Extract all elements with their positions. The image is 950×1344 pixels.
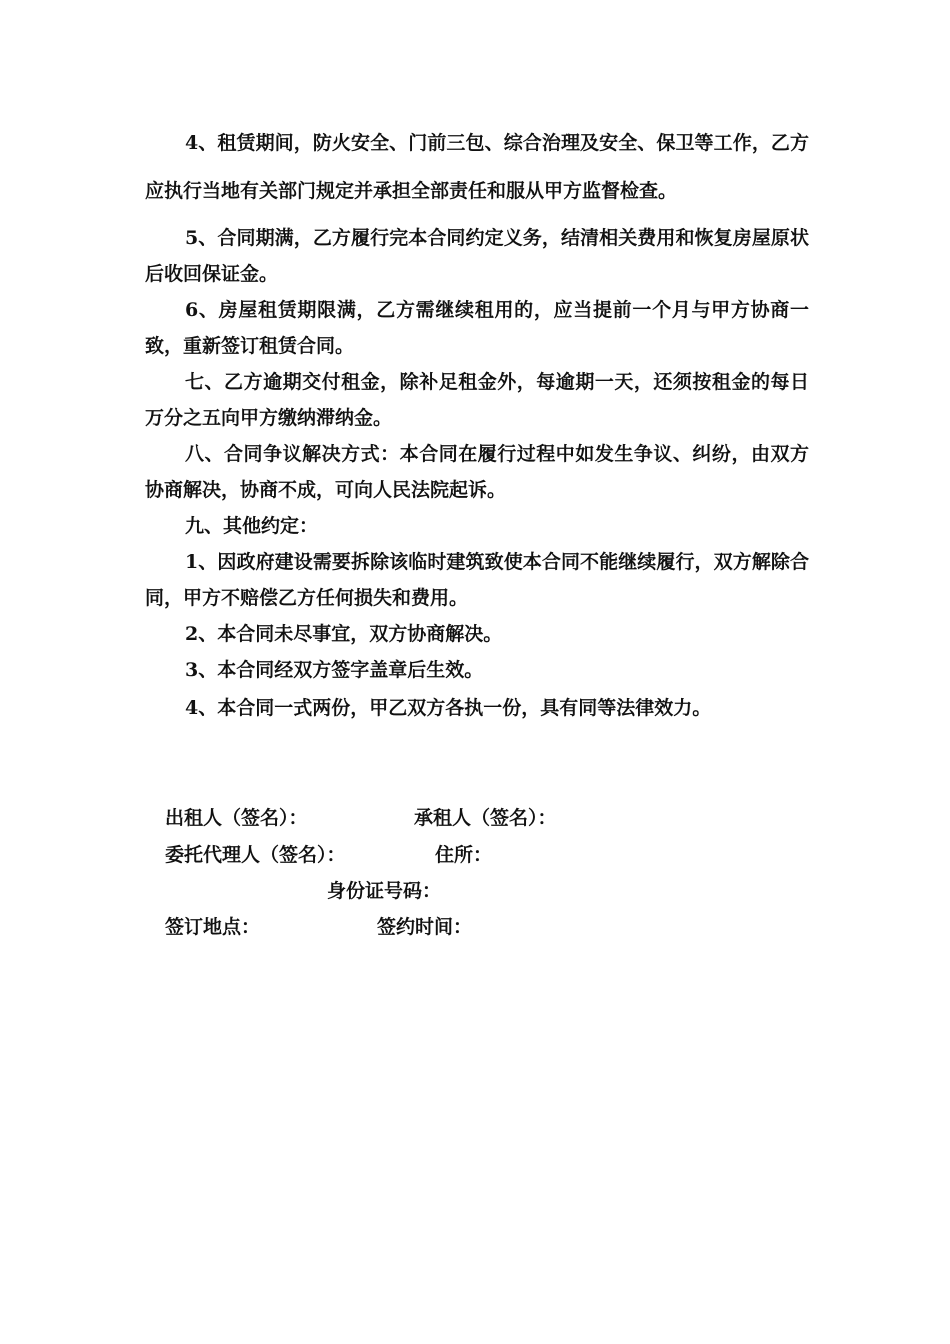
- lessor-signature-label: 出租人（签名）：: [165, 807, 308, 829]
- clause-9-1-demolition: 1、因政府建设需要拆除该临时建筑致使本合同不能继续履行，双方解除合同，甲方不赔偿乙方任何损失和费用。: [145, 551, 809, 609]
- signing-place-label: 签订地点：: [165, 916, 261, 938]
- id-number-label: 身份证号码：: [327, 880, 442, 902]
- clause-9-other-terms: 九、其他约定：: [185, 515, 319, 537]
- clause-4-safety: 4、租赁期间，防火安全、门前三包、综合治理及安全、保卫等工作，乙方应执行当地有关部门规定并承担全部责任和服从甲方监督检查。: [145, 132, 809, 202]
- lessee-signature-label: 承租人（签名）：: [414, 807, 557, 829]
- clause-5-expiry: 5、合同期满，乙方履行完本合同约定义务，结清相关费用和恢复房屋原状后收回保证金。: [145, 227, 809, 285]
- clause-7-late-payment: 七、乙方逾期交付租金，除补足租金外，每逾期一天，还须按租金的每日万分之五向甲方缴纳滞纳金。: [145, 371, 809, 429]
- clause-9-3-effective: 3、本合同经双方签字盖章后生效。: [185, 659, 484, 681]
- agent-signature-label: 委托代理人（签名）：: [165, 844, 346, 866]
- clause-9-2-unresolved: 2、本合同未尽事宜，双方协商解决。: [185, 623, 503, 645]
- signing-time-label: 签约时间：: [377, 916, 473, 938]
- clause-8-disputes: 八、合同争议解决方式：本合同在履行过程中如发生争议、纠纷，由双方协商解决，协商不成，可向人民法院起诉。: [145, 443, 809, 501]
- clause-9-4-copies: 4、本合同一式两份，甲乙双方各执一份，具有同等法律效力。: [185, 697, 712, 719]
- address-label: 住所：: [435, 844, 493, 866]
- clause-6-renewal: 6、房屋租赁期限满，乙方需继续租用的，应当提前一个月与甲方协商一致，重新签订租赁合同。: [145, 299, 809, 357]
